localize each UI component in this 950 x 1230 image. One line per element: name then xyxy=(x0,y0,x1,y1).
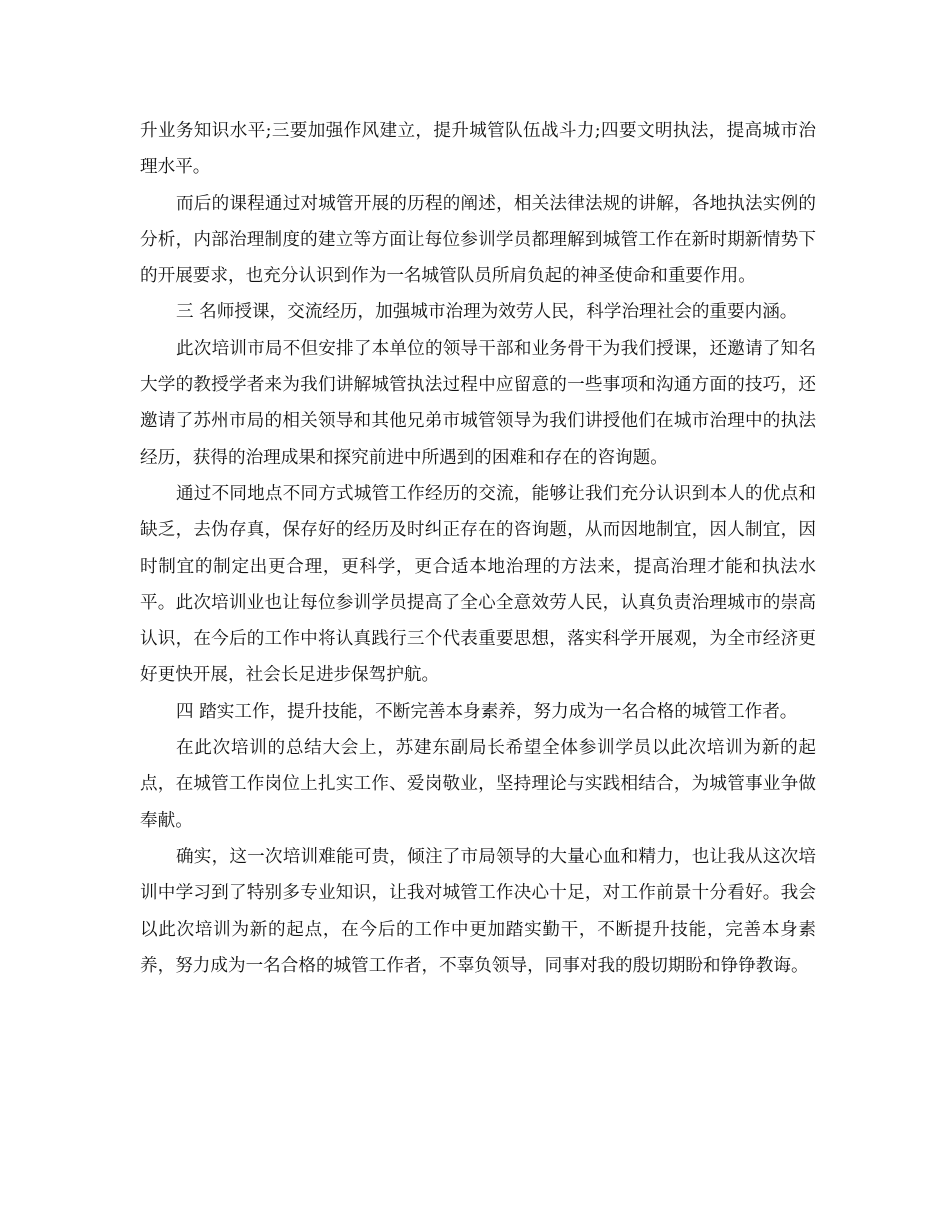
paragraph-lecturers: 此次培训市局不但安排了本单位的领导干部和业务骨干为我们授课，还邀请了知名大学的教授学者来为我们讲解城管执法过程中应留意的一些事项和沟通方面的技巧，还邀请了苏州市局的相关领导和其他兄弟市城管领导为我们讲授他们在城市治理中的执法经历，获得的治理成果和探究前进中所遇到的困难和存在的咨询题。 xyxy=(140,338,816,468)
paragraph-continuation: 升业务知识水平;三要加强作风建立，提升城管队伍战斗力;四要文明执法，提高城市治理水平。 xyxy=(140,121,816,178)
document-page xyxy=(140,113,816,984)
section-heading-four: 四 踏实工作，提升技能，不断完善本身素养，努力成为一名合格的城管工作者。 xyxy=(176,701,798,722)
paragraph-summary-meeting: 在此次培训的总结大会上，苏建东副局长希望全体参训学员以此次培训为新的起点，在城管工作岗位上扎实工作、爱岗敬业，坚持理论与实践相结合，为城管事业争做奉献。 xyxy=(140,738,816,831)
paragraph-conclusion: 确实，这一次培训难能可贵，倾注了市局领导的大量心血和精力，也让我从这次培训中学习到了特别多专业知识，让我对城管工作决心十足，对工作前景十分看好。我会以此次培训为新的起点，在今后的工作中更加踏实勤干，不断提升技能，完善本身素养，努力成为一名合格的城管工作者，不辜负领导，同事对我的殷切期盼和铮铮教诲。 xyxy=(140,846,816,976)
paragraph-exchange: 通过不同地点不同方式城管工作经历的交流，能够让我们充分认识到本人的优点和缺乏，去伪存真，保存好的经历及时纠正存在的咨询题，从而因地制宜，因人制宜，因时制宜的制定出更合理，更科学，更合适本地治理的方法来，提高治理才能和执法水平。此次培训业也让每位参训学员提高了全心全意效劳人民，认真负责治理城市的崇高认识，在今后的工作中将认真践行三个代表重要思想，落实科学开展观，为全市经济更好更快开展，社会长足进步保驾护航。 xyxy=(140,483,816,686)
section-heading-three: 三 名师授课，交流经历，加强城市治理为效劳人民，科学治理社会的重要内涵。 xyxy=(176,302,798,323)
paragraph-course-overview: 而后的课程通过对城管开展的历程的阐述，相关法律法规的讲解，各地执法实例的分析，内部治理制度的建立等方面让每位参训学员都理解到城管工作在新时期新情势下的开展要求，也充分认识到作为一名城管队员所肩负起的神圣使命和重要作用。 xyxy=(140,193,816,287)
